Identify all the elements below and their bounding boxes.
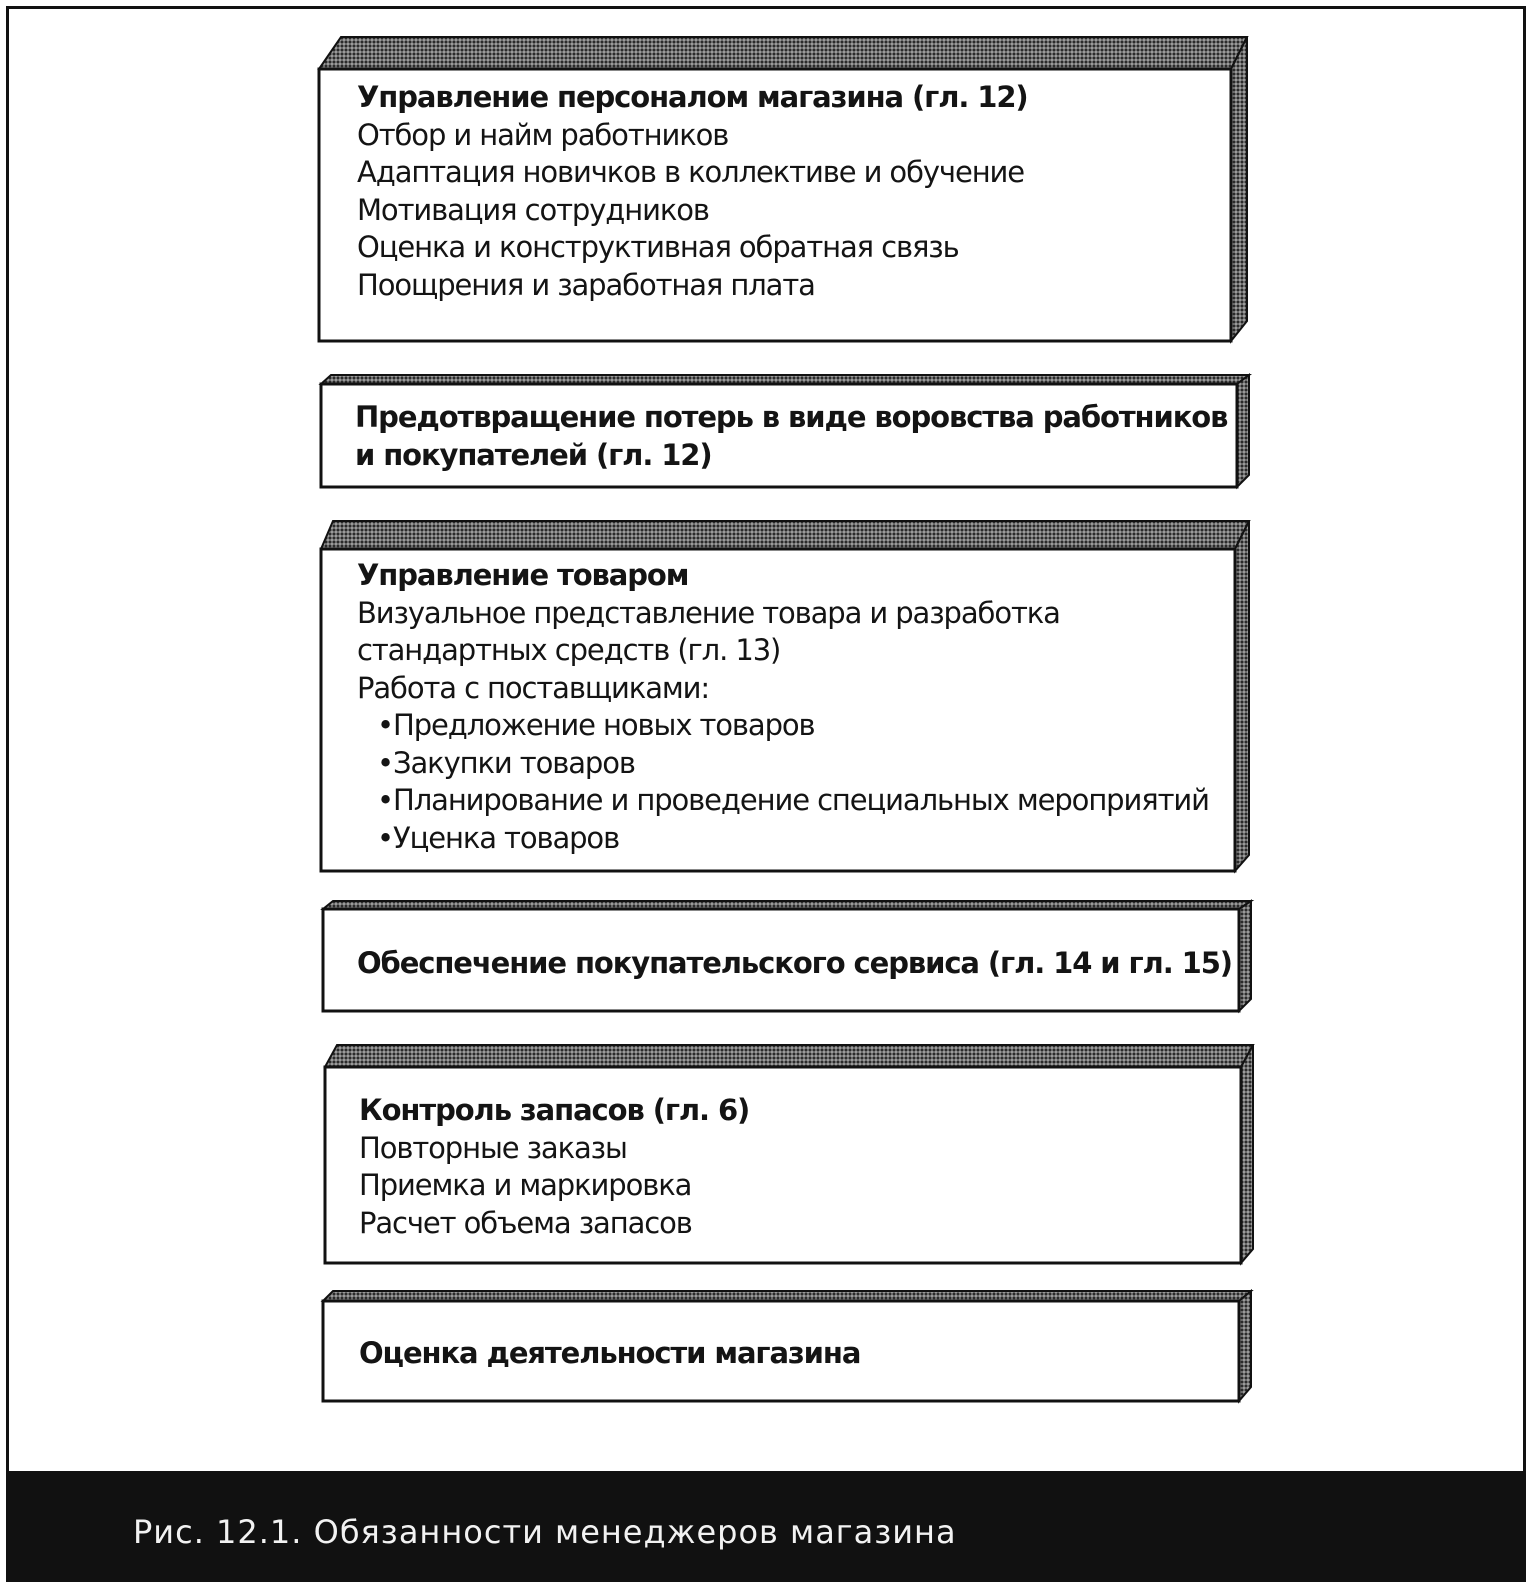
merch-item: стандартных средств (гл. 13) <box>357 633 781 667</box>
figure-caption: Рис. 12.1. Обязанности менеджеров магазина <box>133 1513 957 1551</box>
staff-item: Оценка и конструктивная обратная связь <box>357 230 959 264</box>
inventory-item: Приемка и маркировка <box>359 1168 692 1202</box>
merch-bullet: •Предложение новых товаров <box>377 708 815 742</box>
staff-item: Адаптация новичков в коллективе и обучение <box>357 155 1025 189</box>
merch-title: Управление товаром <box>357 558 689 592</box>
merch-bullet: •Планирование и проведение специальных мероприятий <box>377 783 1209 817</box>
inventory-title: Контроль запасов (гл. 6) <box>359 1093 750 1127</box>
staff-item: Поощрения и заработная плата <box>357 267 815 302</box>
figure-frame <box>6 6 1526 1582</box>
staff-title: Управление персоналом магазина (гл. 12) <box>357 80 1028 114</box>
evaluation-content <box>359 1335 860 1373</box>
loss-title-line: и покупателей (гл. 12) <box>355 437 712 472</box>
staff-item: Отбор и найм работников <box>357 117 729 152</box>
inventory-item: Расчет объема запасов <box>359 1205 692 1240</box>
caption-bar <box>9 1471 1523 1579</box>
inventory-item: Повторные заказы <box>359 1130 627 1165</box>
merch-bullet: •Закупки товаров <box>377 745 635 780</box>
merch-item: Визуальное представление товара и разработка <box>357 595 1060 630</box>
staff-item: Мотивация сотрудников <box>357 192 709 227</box>
merch-item: Работа с поставщиками: <box>357 670 710 705</box>
loss-title-line: Предотвращение потерь в виде воровства работников <box>355 400 1228 434</box>
service-title: Обеспечение покупательского сервиса (гл. 14 и гл. 15) <box>357 946 1232 980</box>
evaluation-title: Оценка деятельности магазина <box>359 1336 861 1370</box>
merch-bullet: •Уценка товаров <box>377 820 620 855</box>
box-3d-evaluation <box>9 9 1529 1419</box>
